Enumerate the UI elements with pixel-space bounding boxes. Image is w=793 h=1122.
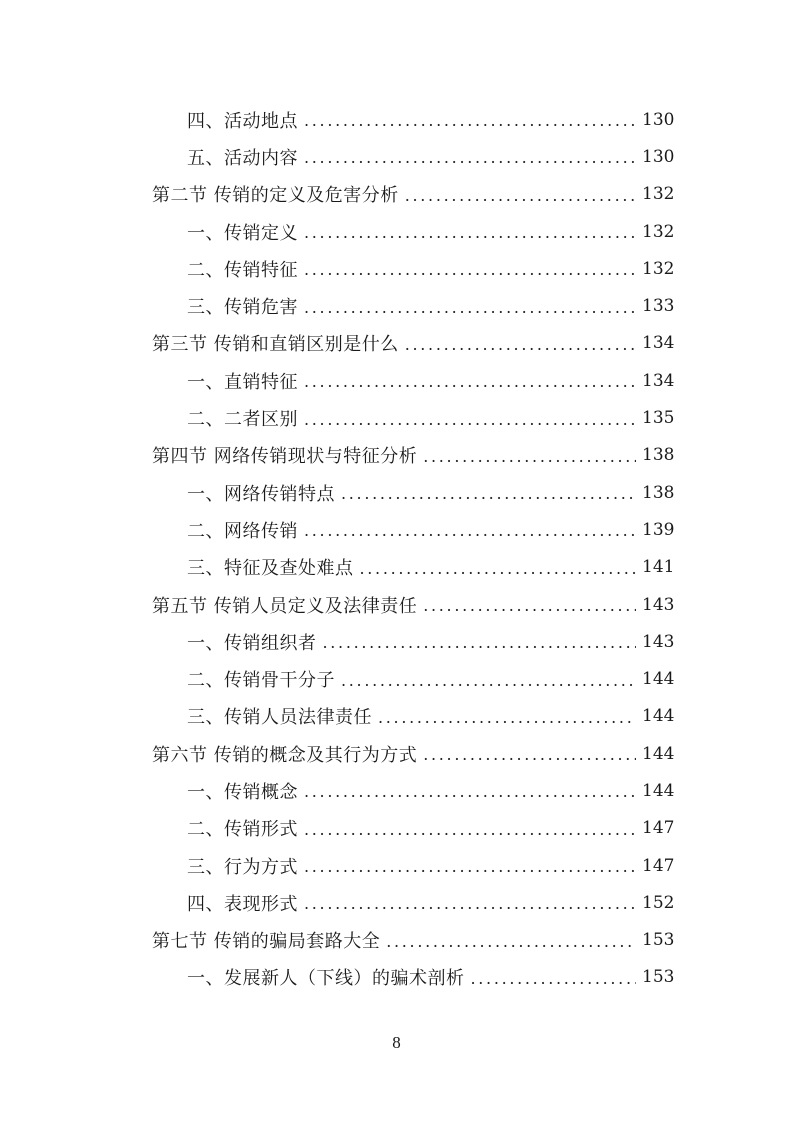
toc-dot-leader xyxy=(341,484,636,503)
toc-dot-leader xyxy=(304,223,636,242)
toc-entry-title: 三、传销危害 xyxy=(187,297,298,319)
toc-dot-leader xyxy=(304,148,636,167)
toc-entry-page-number: 135 xyxy=(642,408,675,429)
toc-entry-title: 一、传销概念 xyxy=(187,781,298,803)
toc-subsection-entry[interactable] xyxy=(0,511,793,548)
toc-subsection-entry[interactable] xyxy=(0,474,793,511)
toc-dot-leader xyxy=(304,260,636,279)
toc-entry-page-number: 143 xyxy=(642,631,675,652)
toc-entry-page-number: 132 xyxy=(642,258,675,279)
toc-dot-leader xyxy=(386,932,636,951)
toc-entry-page-number: 144 xyxy=(642,706,675,727)
toc-dot-leader xyxy=(304,521,636,540)
toc-entry-title: 第六节 传销的概念及其行为方式 xyxy=(152,744,418,766)
toc-section-entry[interactable] xyxy=(0,735,793,772)
toc-entry-title: 第二节 传销的定义及危害分析 xyxy=(152,185,399,207)
toc-subsection-entry[interactable] xyxy=(0,810,793,847)
toc-entry-page-number: 134 xyxy=(642,370,675,391)
toc-section-entry[interactable] xyxy=(0,325,793,362)
toc-subsection-entry[interactable] xyxy=(0,250,793,287)
toc-subsection-entry[interactable] xyxy=(0,549,793,586)
toc-entry-title: 四、活动地点 xyxy=(187,110,298,132)
toc-entry-page-number: 133 xyxy=(642,296,675,317)
toc-entry-page-number: 134 xyxy=(642,333,675,354)
toc-entry-page-number: 138 xyxy=(642,445,675,466)
toc-subsection-entry[interactable] xyxy=(0,959,793,996)
toc-dot-leader xyxy=(360,559,637,578)
toc-entry-title: 三、行为方式 xyxy=(187,856,298,878)
toc-entry-title: 二、传销骨干分子 xyxy=(187,670,335,692)
toc-entry-title: 一、发展新人（下线）的骗术剖析 xyxy=(187,968,465,990)
toc-subsection-entry[interactable] xyxy=(0,698,793,735)
toc-entry-page-number: 144 xyxy=(642,669,675,690)
toc-subsection-entry[interactable] xyxy=(0,213,793,250)
toc-entry-title: 第七节 传销的骗局套路大全 xyxy=(152,931,381,953)
toc-subsection-entry[interactable] xyxy=(0,138,793,175)
toc-entry-page-number: 132 xyxy=(642,184,675,205)
toc-entry-page-number: 130 xyxy=(642,146,675,167)
toc-subsection-entry[interactable] xyxy=(0,884,793,921)
toc-dot-leader xyxy=(304,820,636,839)
toc-dot-leader xyxy=(423,596,636,615)
toc-section-entry[interactable] xyxy=(0,437,793,474)
toc-entry-title: 四、表现形式 xyxy=(187,893,298,915)
toc-dot-leader xyxy=(304,372,636,391)
toc-dot-leader xyxy=(304,111,636,130)
toc-entry-page-number: 130 xyxy=(642,109,675,130)
toc-entry-title: 三、传销人员法律责任 xyxy=(187,707,372,729)
page-number: 8 xyxy=(392,1033,401,1052)
toc-subsection-entry[interactable] xyxy=(0,660,793,697)
toc-entry-page-number: 139 xyxy=(642,519,675,540)
toc-dot-leader xyxy=(471,969,637,988)
toc-entry-title: 第三节 传销和直销区别是什么 xyxy=(152,334,399,356)
toc-entry-page-number: 141 xyxy=(642,557,675,578)
toc-entry-page-number: 153 xyxy=(642,967,675,988)
toc-dot-leader xyxy=(304,410,636,429)
toc-entry-title: 第五节 传销人员定义及法律责任 xyxy=(152,595,418,617)
toc-entry-page-number: 147 xyxy=(642,818,675,839)
toc-dot-leader xyxy=(304,857,636,876)
toc-entry-title: 三、特征及查处难点 xyxy=(187,558,354,580)
toc-subsection-entry[interactable] xyxy=(0,847,793,884)
toc-subsection-entry[interactable] xyxy=(0,287,793,324)
toc-subsection-entry[interactable] xyxy=(0,772,793,809)
toc-entry-title: 五、活动内容 xyxy=(187,147,298,169)
toc-section-entry[interactable] xyxy=(0,922,793,959)
toc-dot-leader xyxy=(423,745,636,764)
toc-dot-leader xyxy=(423,447,636,466)
toc-entry-title: 一、网络传销特点 xyxy=(187,483,335,505)
toc-section-entry[interactable] xyxy=(0,176,793,213)
toc-dot-leader xyxy=(304,298,636,317)
toc-dot-leader xyxy=(405,186,636,205)
toc-entry-title: 二、传销特征 xyxy=(187,259,298,281)
toc-entry-page-number: 153 xyxy=(642,930,675,951)
toc-dot-leader xyxy=(304,782,636,801)
toc-dot-leader xyxy=(304,894,636,913)
toc-entry-page-number: 147 xyxy=(642,855,675,876)
toc-entry-title: 一、直销特征 xyxy=(187,371,298,393)
toc-subsection-entry[interactable] xyxy=(0,623,793,660)
toc-entry-page-number: 138 xyxy=(642,482,675,503)
toc-entry-page-number: 152 xyxy=(642,892,675,913)
toc-entry-page-number: 143 xyxy=(642,594,675,615)
toc-subsection-entry[interactable] xyxy=(0,399,793,436)
toc-subsection-entry[interactable] xyxy=(0,362,793,399)
toc-dot-leader xyxy=(323,633,637,652)
toc-section-entry[interactable] xyxy=(0,586,793,623)
toc-subsection-entry[interactable] xyxy=(0,101,793,138)
toc-entry-page-number: 144 xyxy=(642,780,675,801)
toc-entry-title: 二、传销形式 xyxy=(187,819,298,841)
toc-dot-leader xyxy=(341,671,636,690)
toc-entry-page-number: 144 xyxy=(642,743,675,764)
toc-entry-title: 第四节 网络传销现状与特征分析 xyxy=(152,446,418,468)
toc-entry-title: 二、网络传销 xyxy=(187,520,298,542)
toc-entry-title: 一、传销组织者 xyxy=(187,632,317,654)
toc-entry-title: 二、二者区别 xyxy=(187,409,298,431)
table-of-contents xyxy=(0,101,793,996)
toc-entry-title: 一、传销定义 xyxy=(187,222,298,244)
toc-dot-leader xyxy=(378,708,636,727)
toc-entry-page-number: 132 xyxy=(642,221,675,242)
toc-dot-leader xyxy=(405,335,636,354)
